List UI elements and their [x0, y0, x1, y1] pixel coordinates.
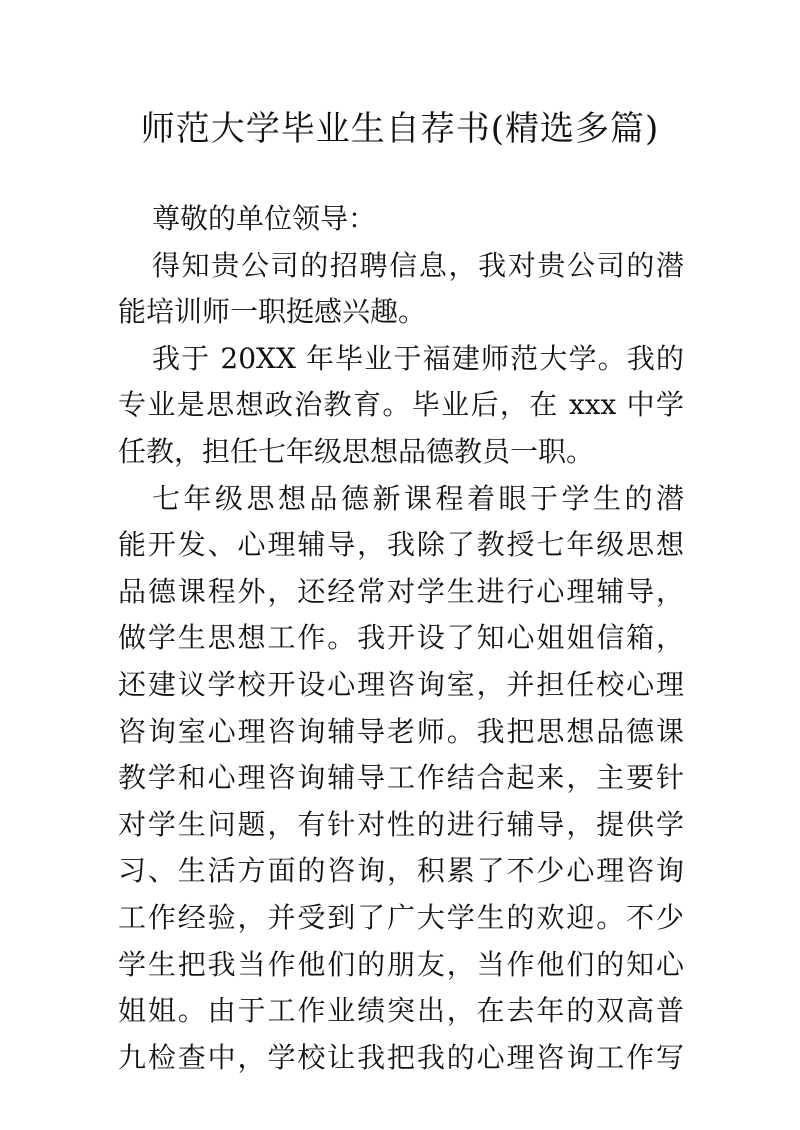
body-line: 任教，担任七年级思想品德教员一职。 [118, 434, 595, 468]
body-line: 品德课程外，还经常对学生进行心理辅导， [118, 574, 684, 608]
body-line: 做学生思想工作。我开设了知心姐姐信箱， [118, 621, 684, 655]
salutation-line: 尊敬的单位领导： [152, 202, 377, 235]
body-line: 得知贵公司的招聘信息，我对贵公司的潜 [152, 248, 684, 282]
body-line: 专业是思想政治教育。毕业后，在 xxx 中学 [118, 388, 684, 422]
body-line: 能培训师一职挺感兴趣。 [118, 295, 427, 329]
body-line: 教学和心理咨询辅导工作结合起来，主要针 [118, 761, 684, 795]
body-line: 能开发、心理辅导，我除了教授七年级思想 [118, 528, 684, 562]
document-body [118, 196, 684, 1081]
body-line: 九检查中，学校让我把我的心理咨询工作写 [118, 1040, 684, 1074]
body-line: 对学生问题，有针对性的进行辅导，提供学 [118, 807, 684, 841]
body-line: 七年级思想品德新课程着眼于学生的潜 [152, 481, 684, 515]
body-line: 还建议学校开设心理咨询室，并担任校心理 [118, 667, 684, 701]
body-line: 学生把我当作他们的朋友，当作他们的知心 [118, 947, 684, 981]
body-line: 姐姐。由于工作业绩突出，在去年的双高普 [118, 994, 684, 1028]
body-line: 习、生活方面的咨询，积累了不少心理咨询 [118, 854, 684, 888]
body-line: 咨询室心理咨询辅导老师。我把思想品德课 [118, 714, 684, 748]
body-line: 工作经验，并受到了广大学生的欢迎。不少 [118, 900, 684, 934]
document-title: 师范大学毕业生自荐书(精选多篇) [140, 109, 660, 149]
body-line: 我于 20XX 年毕业于福建师范大学。我的 [152, 341, 684, 375]
